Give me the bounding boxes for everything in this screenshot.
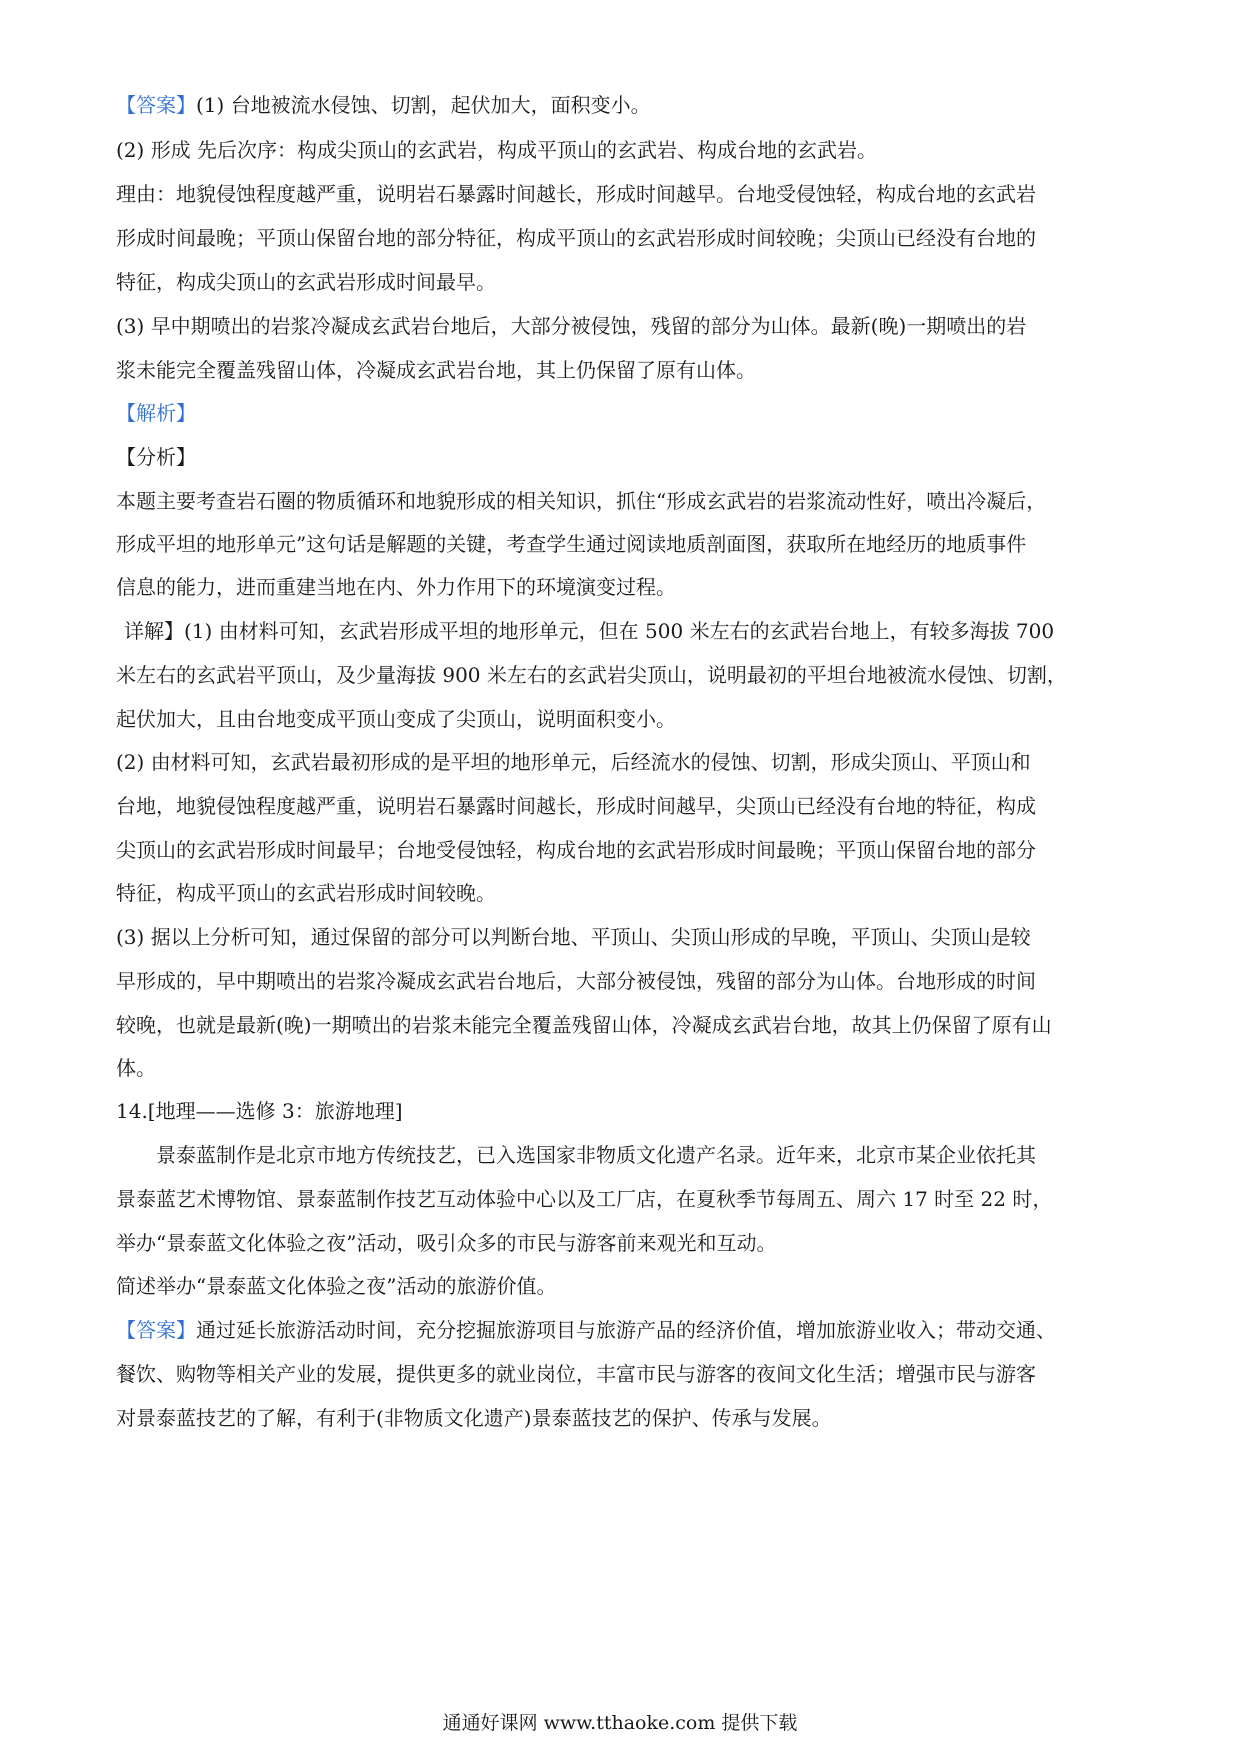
answer-line-3a: (3) 早中期喷出的岩浆冷凝成玄武岩台地后，大部分被侵蚀，残留的部分为山体。最新(晚)一期喷出的岩 — [116, 314, 1027, 338]
detail-text-1: (1) 由材料可知，玄武岩形成平坦的地形单元，但在 500 米左右的玄武岩台地上，有较多海拔 700 — [184, 619, 1055, 643]
detail-line-10: 较晚，也就是最新(晚)一期喷出的岩浆未能完全覆盖残留山体，冷凝成玄武岩台地，故其上仍保留了原有山 — [116, 1013, 1052, 1037]
answer-tag: 【答案】 — [116, 93, 196, 117]
detail-line-6: 尖顶山的玄武岩形成时间最早；台地受侵蚀轻，构成台地的玄武岩形成时间最晚；平顶山保留台地的部分 — [116, 838, 1036, 862]
detail-tag: 详解】 — [124, 619, 184, 643]
detail-line-7: 特征，构成平顶山的玄武岩形成时间较晚。 — [116, 881, 496, 905]
detail-line-1 — [116, 617, 1054, 645]
q14-answer-line-1 — [116, 1316, 1056, 1344]
answer-line-2: (2) 形成 先后次序：构成尖顶山的玄武岩，构成平顶山的玄武岩、构成台地的玄武岩。 — [116, 138, 878, 162]
page-footer: 通通好课网 www.tthaoke.com 提供下载 — [442, 1712, 798, 1734]
q14-material-1: 景泰蓝制作是北京市地方传统技艺，已入选国家非物质文化遗产名录。近年来，北京市某企业依托其 — [156, 1143, 1036, 1167]
detail-line-2: 米左右的玄武岩平顶山，及少量海拔 900 米左右的玄武岩尖顶山，说明最初的平坦台地被流水侵蚀、切割， — [116, 663, 1067, 687]
analysis-heading: 【解析】 — [116, 401, 196, 425]
q14-answer-text-1: 通过延长旅游活动时间，充分挖掘旅游项目与旅游产品的经济价值，增加旅游业收入；带动交通、 — [196, 1318, 1056, 1342]
q14-material-2: 景泰蓝艺术博物馆、景泰蓝制作技艺互动体验中心以及工厂店，在夏秋季节每周五、周六 17 时至 22 时， — [116, 1187, 1053, 1211]
reason-line-3: 特征，构成尖顶山的玄武岩形成时间最早。 — [116, 270, 496, 294]
q14-question: 简述举办“景泰蓝文化体验之夜”活动的旅游价值。 — [116, 1274, 557, 1298]
fenxi-heading: 【分析】 — [116, 445, 196, 469]
question-14-title: 14.[地理——选修 3：旅游地理] — [116, 1099, 403, 1123]
q14-answer-line-3: 对景泰蓝技艺的了解，有利于(非物质文化遗产)景泰蓝技艺的保护、传承与发展。 — [116, 1406, 832, 1430]
detail-line-4: (2) 由材料可知，玄武岩最初形成的是平坦的地形单元，后经流水的侵蚀、切割，形成尖顶山、平顶山和 — [116, 750, 1031, 774]
fenxi-line-1: 本题主要考查岩石圈的物质循环和地貌形成的相关知识，抓住“形成玄武岩的岩浆流动性好，喷出冷凝后， — [116, 489, 1047, 513]
q14-answer-line-2: 餐饮、购物等相关产业的发展，提供更多的就业岗位，丰富市民与游客的夜间文化生活；增强市民与游客 — [116, 1362, 1036, 1386]
answer-line-3b: 浆未能完全覆盖残留山体，冷凝成玄武岩台地，其上仍保留了原有山体。 — [116, 358, 756, 382]
answer-text: (1) 台地被流水侵蚀、切割，起伏加大，面积变小。 — [196, 93, 651, 117]
reason-line-2: 形成时间最晚；平顶山保留台地的部分特征，构成平顶山的玄武岩形成时间较晚；尖顶山已经没有台地的 — [116, 226, 1036, 250]
detail-line-11: 体。 — [116, 1056, 156, 1080]
detail-line-8: (3) 据以上分析可知，通过保留的部分可以判断台地、平顶山、尖顶山形成的早晚，平顶山、尖顶山是较 — [116, 925, 1031, 949]
q14-material-3: 举办“景泰蓝文化体验之夜”活动，吸引众多的市民与游客前来观光和互动。 — [116, 1231, 777, 1255]
answer-line-1 — [116, 91, 651, 119]
reason-line-1: 理由：地貌侵蚀程度越严重，说明岩石暴露时间越长，形成时间越早。台地受侵蚀轻，构成台地的玄武岩 — [116, 182, 1036, 206]
detail-line-3: 起伏加大，且由台地变成平顶山变成了尖顶山，说明面积变小。 — [116, 707, 676, 731]
detail-line-9: 早形成的，早中期喷出的岩浆冷凝成玄武岩台地后，大部分被侵蚀，残留的部分为山体。台地形成的时间 — [116, 969, 1036, 993]
q14-answer-tag: 【答案】 — [116, 1318, 196, 1342]
fenxi-line-3: 信息的能力，进而重建当地在内、外力作用下的环境演变过程。 — [116, 575, 676, 599]
detail-line-5: 台地，地貌侵蚀程度越严重，说明岩石暴露时间越长，形成时间越早，尖顶山已经没有台地的特征，构成 — [116, 794, 1036, 818]
fenxi-line-2: 形成平坦的地形单元”这句话是解题的关键，考查学生通过阅读地质剖面图，获取所在地经历的地质事件 — [116, 532, 1027, 556]
